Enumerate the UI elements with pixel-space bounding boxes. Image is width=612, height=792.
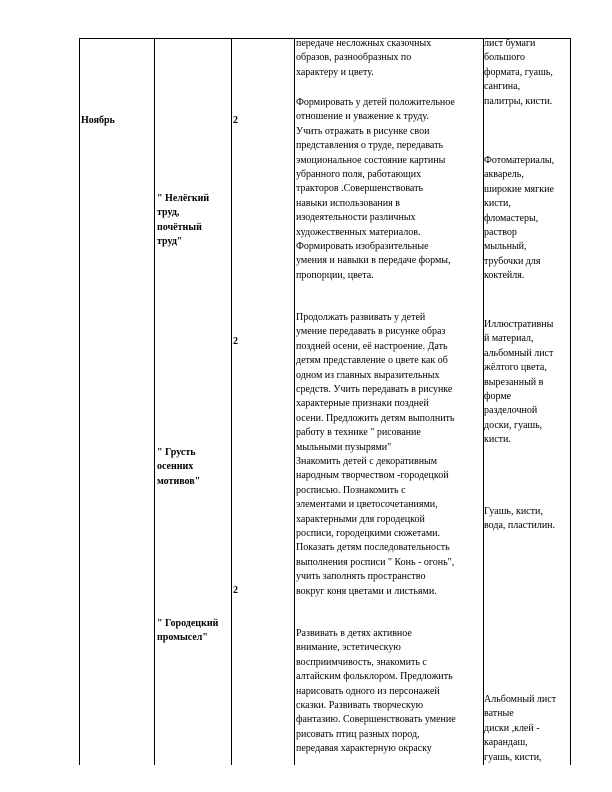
table-column-divider (154, 38, 155, 765)
materials-list: Альбомный лист ватные диски ,клей - карандаш, гуашь, кисти, (484, 694, 557, 763)
task-description: Знакомить детей с декоративным народным творчеством -городецкой росписью. Познакомить с элементами и цветосочетаниями, характерными для городецкой росписи, городецкими сюжетами. Показать детям последовательность выполнения росписи " Конь - огонь", учить заполнять пространство вокруг коня цветами и листьями. (296, 456, 455, 597)
table-column-divider (231, 38, 232, 765)
task-description: Развивать в детях активное внимание, эстетическую восприимчивость, знакомить с алтайским фольклором. Предложить нарисовать одного из персонажей сказки. Развивать творческую фантазию. Совершенствовать умение рисовать птиц разных пород, передавая характерную окраску (296, 628, 456, 755)
topic-title: " Грусть осенних мотивов" (157, 447, 201, 487)
hours-count: 2 (233, 336, 238, 347)
table-border-left (79, 38, 80, 765)
hours-count: 2 (233, 115, 238, 126)
materials-list: лист бумаги большого формата, гуашь, сангина, палитры, кисти. (484, 38, 553, 107)
task-description: Формировать у детей положительное отношение и уважение к труду. Учить отражать в рисунке свои представления о труде, передавать эмоциональное состояние картины убранного поля, работающих тракторов .Совершенствовать навыки использования в изодеятельности различных художественных материалов. Формировать изобразительные умения и навыки в передаче формы, пропорции, цвета. (296, 97, 455, 281)
topic-title: " Городецкий промысел" (157, 618, 219, 644)
table-column-divider (294, 38, 295, 765)
hours-count: 2 (233, 585, 238, 596)
month-label: Ноябрь (81, 115, 115, 126)
materials-list: Гуашь, кисти, вода, пластилин. (484, 506, 556, 532)
materials-list: Иллюстративны й материал, альбомный лист жёлтого цвета, вырезанный в форме разделочной доски, гуашь, кисти. (484, 319, 554, 446)
task-description: Продолжать развивать у детей умение передавать в рисунке образ поздней осени, её настроение. Дать детям представление о цвете как об одном из главных выразительных средств. Учить передавать в рисунке характерные признаки поздней осени. Предложить детям выполнить работу в технике " рисование мыльными пузырями" (296, 312, 455, 453)
task-description: передаче несложных сказочных образов, разнообразных по характеру и цвету. (296, 38, 432, 78)
topic-title: " Нелёгкий труд, почётный труд" (157, 193, 210, 248)
table-border-right (570, 38, 571, 765)
materials-list: Фотоматериалы, акварель, широкие мягкие кисти, фломастеры, раствор мыльный, трубочки для коктейля. (484, 155, 555, 282)
